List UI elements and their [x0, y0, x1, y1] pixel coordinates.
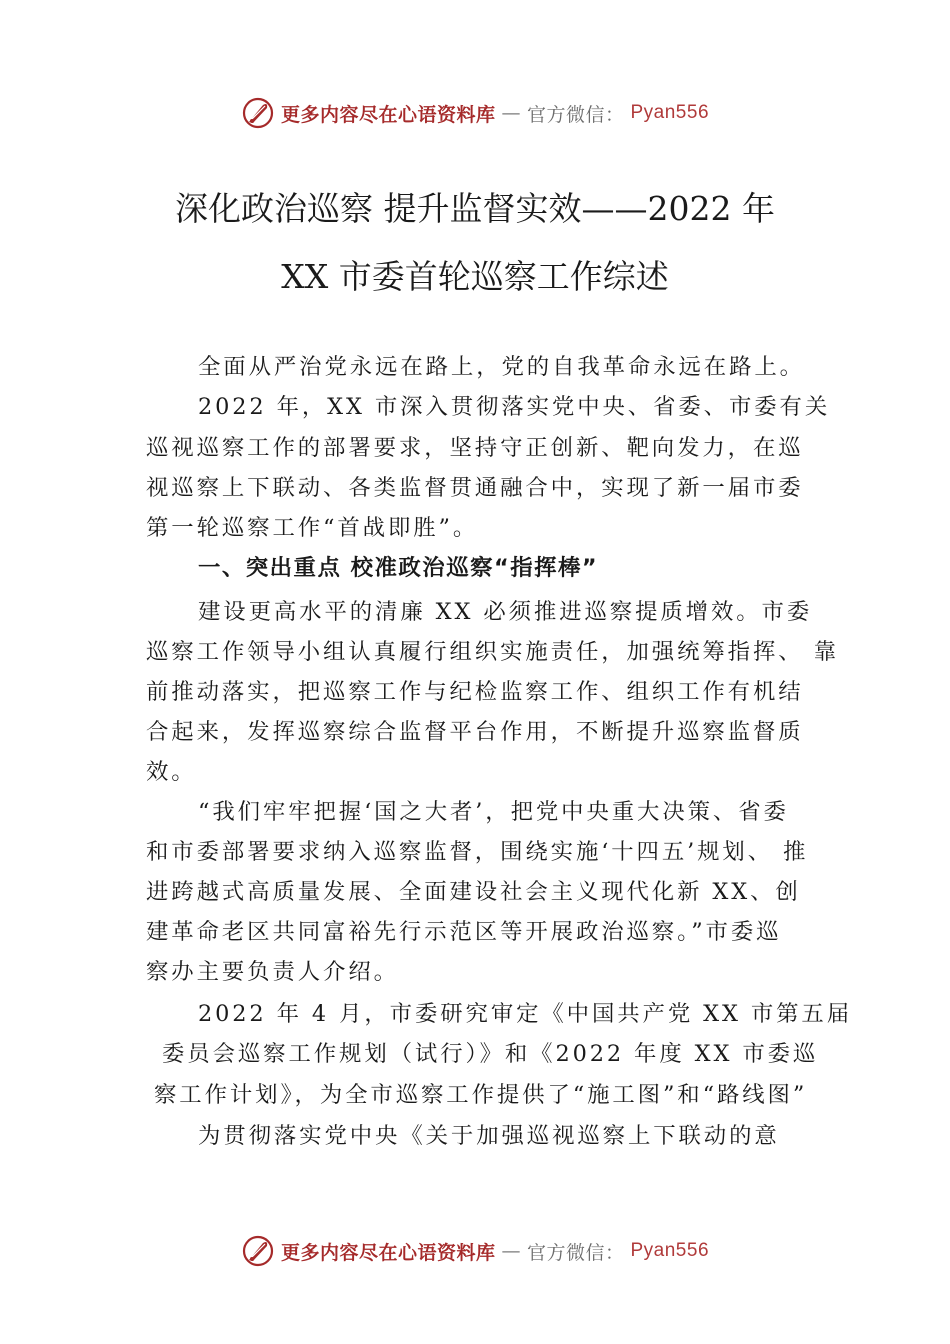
watermark-official-label: 官方微信：	[526, 103, 625, 126]
watermark-footer	[0, 1234, 950, 1268]
body-line: 委员会巡察工作规划（试行）》和《2022 年度 XX 市委巡	[162, 1041, 819, 1067]
body-line: 前推动落实，把巡察工作与纪检监察工作、组织工作有机结	[146, 679, 804, 705]
body-line: 视巡察上下联动、各类监督贯通融合中，实现了新一届市委	[146, 475, 804, 501]
body-line: 为贯彻落实党中央《关于加强巡视巡察上下联动的意	[198, 1123, 780, 1149]
body-line: 察办主要负责人介绍。	[146, 959, 399, 985]
body-line: 和市委部署要求纳入巡察监督，围绕实施‘十四五’规划、 推	[146, 839, 809, 865]
watermark-wechat-id: Pyan556	[630, 102, 710, 123]
body-line: 巡察工作领导小组认真履行组织实施责任，加强统筹指挥、 靠	[146, 639, 839, 665]
watermark-brand: 更多内容尽在心语资料库	[280, 1241, 496, 1264]
watermark-brand: 更多内容尽在心语资料库	[280, 103, 496, 126]
body-line: 2022 年 4 月，市委研究审定《中国共产党 XX 市第五届	[198, 1001, 853, 1027]
watermark-official-label: 官方微信：	[526, 1241, 625, 1264]
section-heading: 一、突出重点 校准政治巡察“指挥棒”	[198, 555, 599, 581]
quill-seal-icon	[241, 1234, 275, 1268]
body-line: 2022 年，XX 市深入贯彻落实党中央、省委、市委有关	[198, 394, 831, 420]
body-line: 效。	[146, 759, 197, 785]
body-line: 建革命老区共同富裕先行示范区等开展政治巡察。”市委巡	[146, 919, 782, 945]
watermark-wechat-id: Pyan556	[630, 1240, 710, 1261]
body-line: 建设更高水平的清廉 XX 必须推进巡察提质增效。市委	[198, 599, 813, 625]
watermark-dash: —	[501, 1240, 521, 1262]
body-line: 全面从严治党永远在路上，党的自我革命永远在路上。	[198, 354, 805, 380]
document-title-line-2: XX 市委首轮巡察工作综述	[281, 257, 669, 296]
body-line: “我们牢牢把握‘国之大者’，把党中央重大决策、省委	[198, 799, 789, 825]
watermark-header	[0, 96, 950, 130]
body-line: 合起来，发挥巡察综合监督平台作用，不断提升巡察监督质	[146, 719, 804, 745]
quill-seal-icon	[241, 96, 275, 130]
body-line: 第一轮巡察工作“首战即胜”。	[146, 515, 479, 541]
body-line: 察工作计划》，为全市巡察工作提供了“施工图”和“路线图”	[154, 1082, 808, 1108]
body-line: 进跨越式高质量发展、全面建设社会主义现代化新 XX、创	[146, 879, 801, 905]
document-title-line-1: 深化政治巡察 提升监督实效——2022 年	[175, 189, 775, 228]
body-line: 巡视巡察工作的部署要求，坚持守正创新、靶向发力，在巡	[146, 435, 804, 461]
watermark-dash: —	[501, 102, 521, 124]
